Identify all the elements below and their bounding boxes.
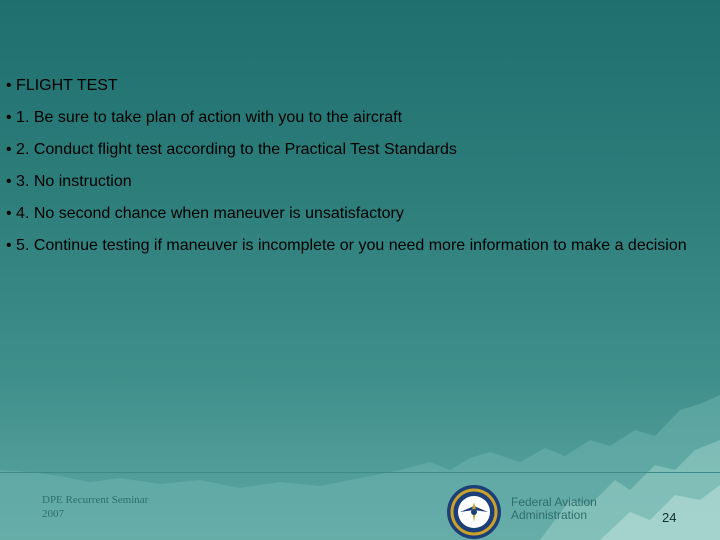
agency-name [511,496,597,522]
bullet-heading: • FLIGHT TEST [6,77,118,94]
agency-line1: Federal Aviation [511,495,597,509]
bullet-item: • 2. Conduct flight test according to the Practical Test Standards [6,141,457,158]
agency-line2: Administration [511,508,588,522]
bullet-item: • 1. Be sure to take plan of action with you to the aircraft [6,109,403,126]
bullet-item: • 3. No instruction [6,173,132,190]
bullet-list [6,76,706,268]
bullet-item: • 4. No second chance when maneuver is unsatisfactory [6,205,404,222]
faa-seal-icon [446,484,502,540]
page-number: 24 [662,510,677,525]
footer-divider [0,472,720,473]
seminar-name: DPE Recurrent Seminar [42,494,149,506]
bullet-item: • 5. Continue testing if maneuver is incomplete or you need more information to make a decision [6,237,687,254]
seminar-year: 2007 [42,508,64,520]
seminar-label [42,493,148,521]
